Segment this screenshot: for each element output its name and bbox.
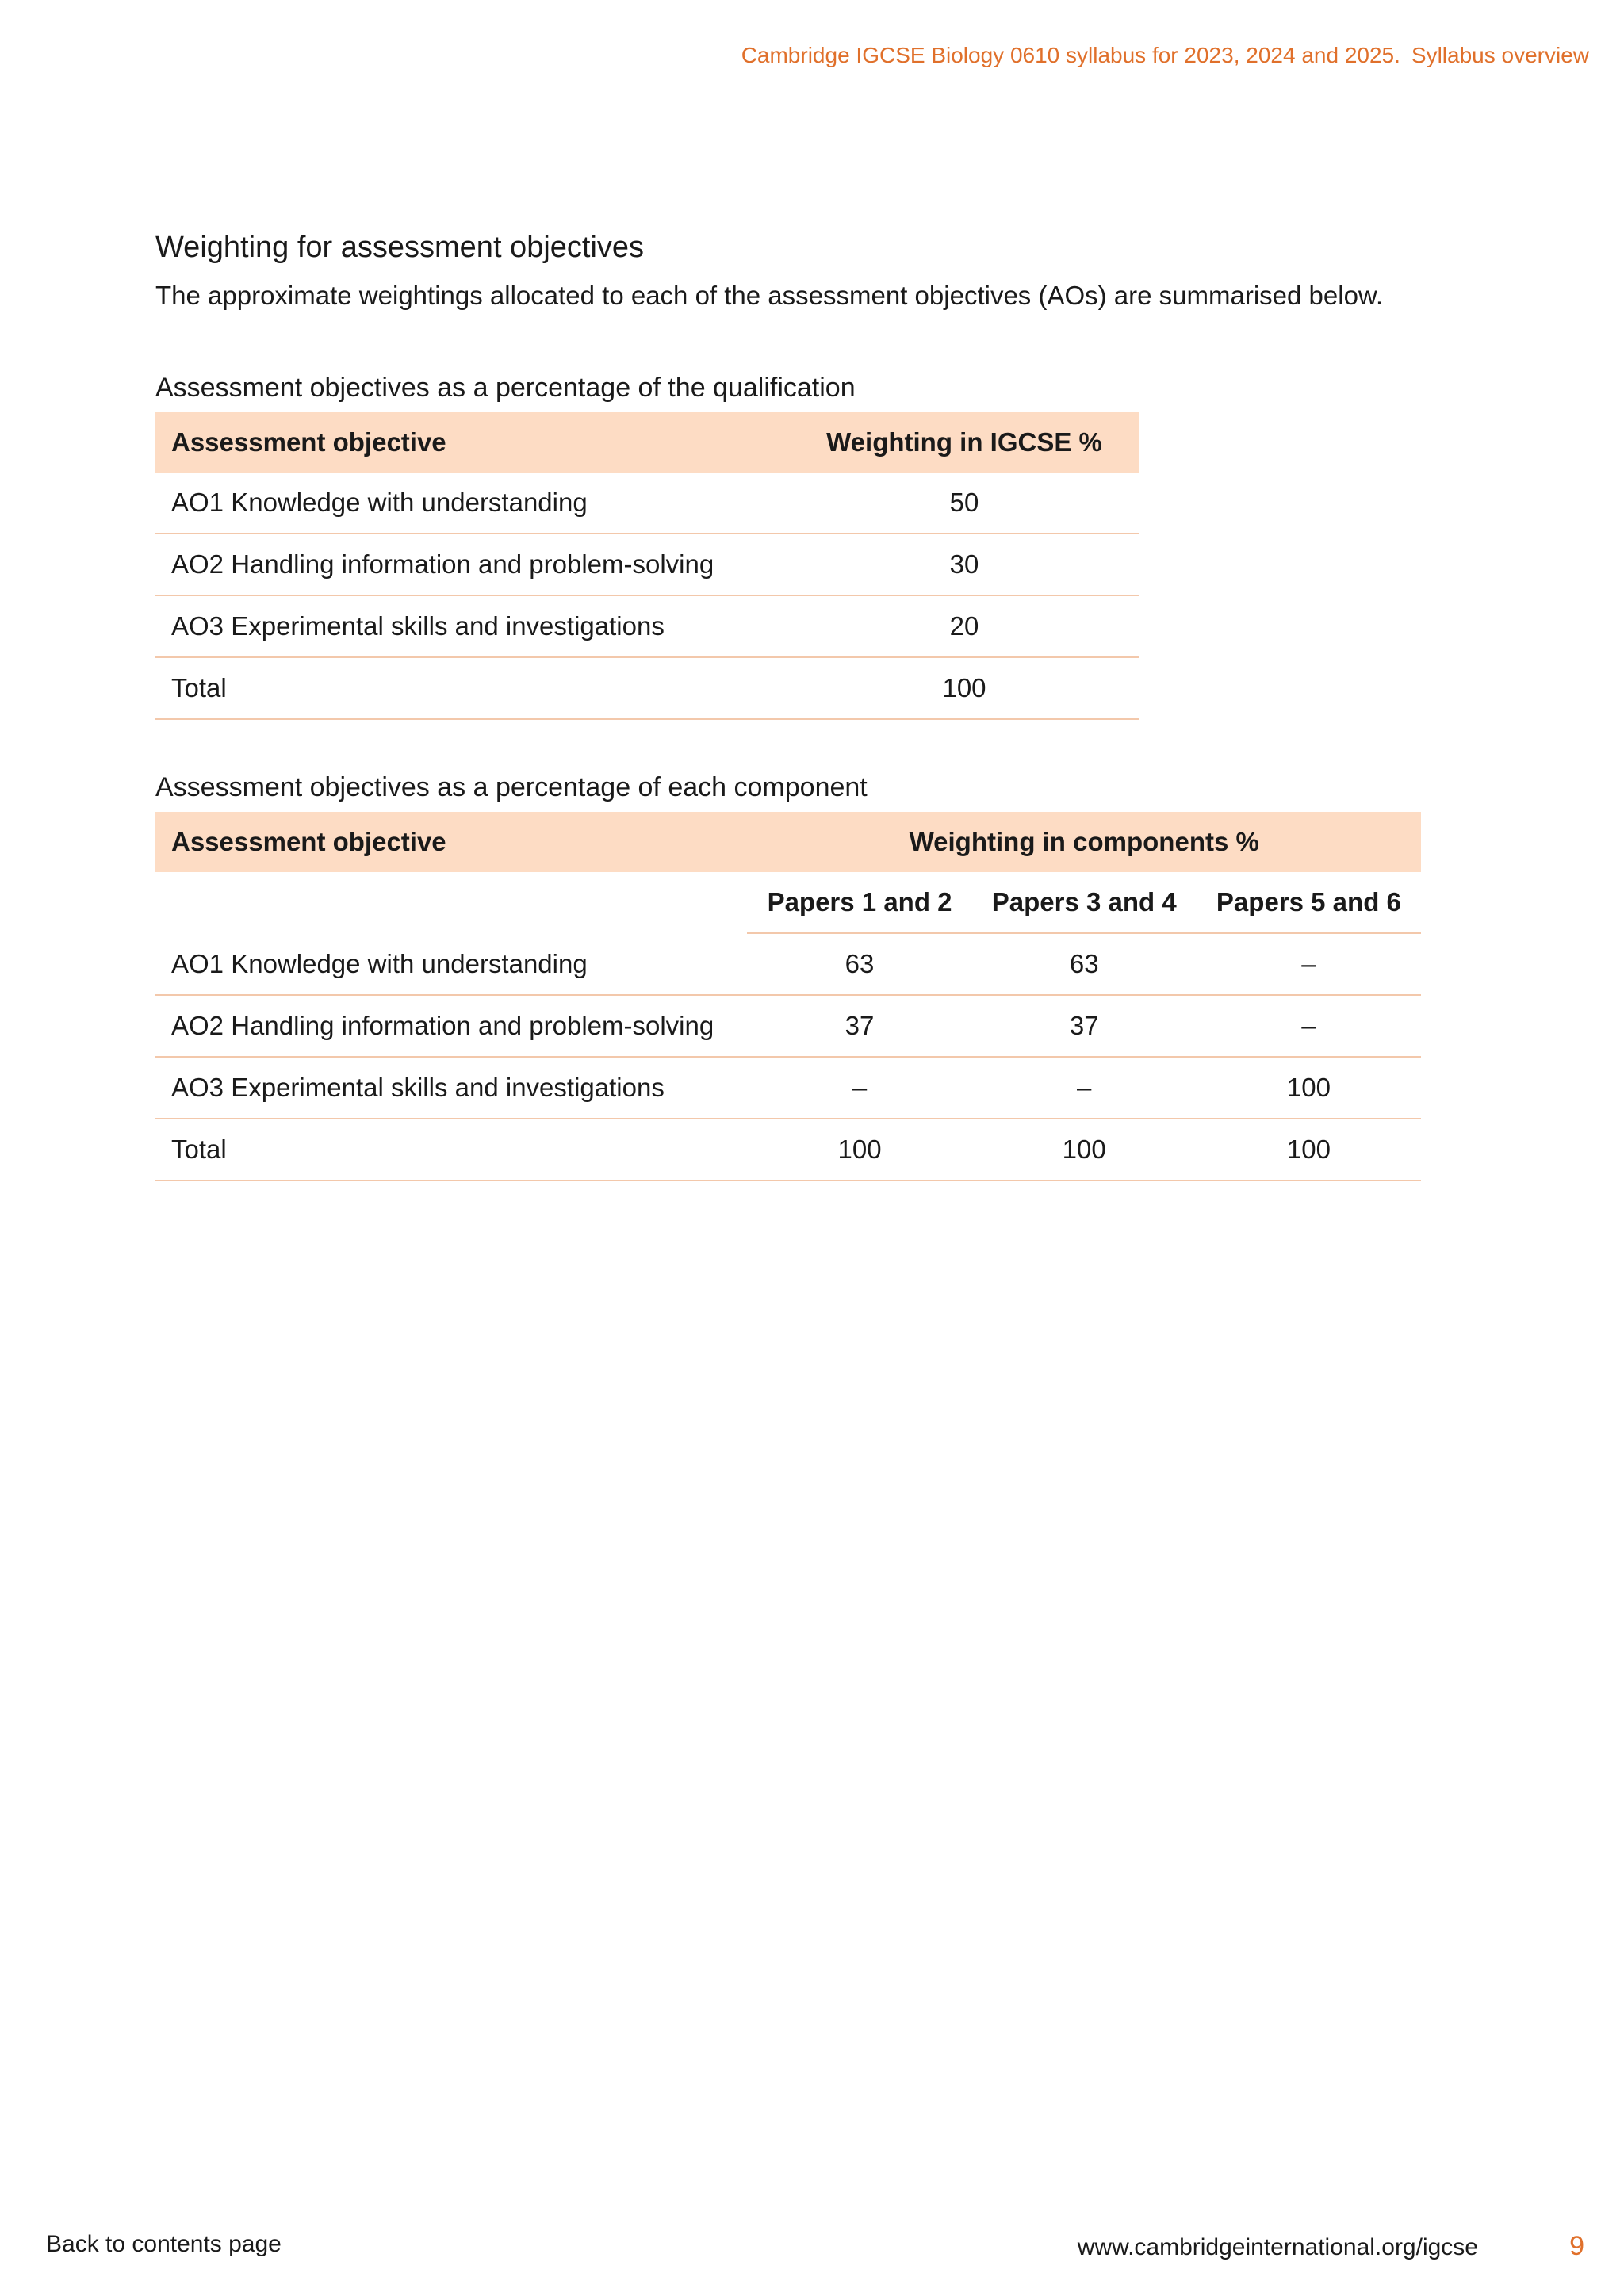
objective-cell bbox=[155, 1057, 747, 1119]
objective-code: AO1 bbox=[171, 948, 224, 978]
weighting-cell: 37 bbox=[972, 995, 1197, 1057]
objective-cell bbox=[155, 473, 790, 534]
objective-code: AO3 bbox=[171, 611, 224, 641]
objective-cell bbox=[155, 995, 747, 1057]
objective-label: Handling information and problem-solving bbox=[231, 1011, 714, 1040]
section-heading: Weighting for assessment objectives bbox=[155, 231, 645, 264]
total-label-cell: Total bbox=[155, 1119, 747, 1181]
weighting-cell: 63 bbox=[972, 933, 1197, 995]
syllabus-title: Cambridge IGCSE Biology 0610 syllabus for 2023, 2024 and 2025. bbox=[741, 43, 1400, 67]
column-header-assessment-objective: Assessment objective bbox=[155, 812, 747, 872]
objective-label: Handling information and problem-solving bbox=[231, 549, 714, 579]
column-header-papers-5-6: Papers 5 and 6 bbox=[1197, 872, 1421, 933]
objective-label: Experimental skills and investigations bbox=[231, 1073, 665, 1102]
objective-label: Experimental skills and investigations bbox=[231, 611, 665, 641]
weighting-cell: 63 bbox=[747, 933, 971, 995]
component-weighting-table bbox=[155, 812, 1421, 1181]
objective-code: AO3 bbox=[171, 1073, 224, 1102]
column-header-papers-1-2: Papers 1 and 2 bbox=[747, 872, 971, 933]
weighting-cell: – bbox=[1197, 933, 1421, 995]
table2-caption: Assessment objectives as a percentage of each component bbox=[155, 772, 868, 802]
page-content bbox=[155, 224, 1503, 1181]
weighting-cell: – bbox=[1197, 995, 1421, 1057]
page-number: 9 bbox=[1569, 2231, 1584, 2261]
weighting-cell: 30 bbox=[790, 534, 1139, 595]
objective-label: Knowledge with understanding bbox=[231, 948, 588, 978]
intro-paragraph: The approximate weightings allocated to each of the assessment objectives (AOs) are summarised below. bbox=[155, 281, 1384, 310]
table-header-row bbox=[155, 412, 1139, 473]
table-header-row bbox=[155, 812, 1421, 872]
website-url-link[interactable]: www.cambridgeinternational.org/igcse bbox=[1077, 2234, 1478, 2260]
column-header-assessment-objective: Assessment objective bbox=[155, 412, 790, 473]
objective-code: AO2 bbox=[171, 1011, 224, 1040]
objective-code: AO1 bbox=[171, 488, 224, 517]
objective-cell bbox=[155, 595, 790, 657]
table-row-total bbox=[155, 657, 1139, 719]
column-header-papers-3-4: Papers 3 and 4 bbox=[972, 872, 1197, 933]
column-header-weighting: Weighting in IGCSE % bbox=[790, 412, 1139, 473]
objective-code: AO2 bbox=[171, 549, 224, 579]
qualification-weighting-table bbox=[155, 412, 1139, 720]
section-name: Syllabus overview bbox=[1411, 43, 1589, 67]
back-to-contents-link[interactable]: Back to contents page bbox=[46, 2231, 282, 2257]
weighting-cell: 50 bbox=[790, 473, 1139, 534]
weighting-cell: 100 bbox=[747, 1119, 971, 1181]
table-row bbox=[155, 995, 1421, 1057]
objective-cell bbox=[155, 534, 790, 595]
weighting-cell: 100 bbox=[1197, 1057, 1421, 1119]
weighting-cell: 37 bbox=[747, 995, 971, 1057]
column-header-weighting-components: Weighting in components % bbox=[747, 812, 1421, 872]
table-row bbox=[155, 595, 1139, 657]
weighting-cell: 100 bbox=[790, 657, 1139, 719]
weighting-cell: 20 bbox=[790, 595, 1139, 657]
table-row bbox=[155, 933, 1421, 995]
table-row-total bbox=[155, 1119, 1421, 1181]
weighting-cell: 100 bbox=[1197, 1119, 1421, 1181]
table-row bbox=[155, 534, 1139, 595]
total-label-cell: Total bbox=[155, 657, 790, 719]
objective-cell bbox=[155, 933, 747, 995]
weighting-cell: – bbox=[747, 1057, 971, 1119]
table-row bbox=[155, 1057, 1421, 1119]
table-row bbox=[155, 473, 1139, 534]
objective-label: Knowledge with understanding bbox=[231, 488, 588, 517]
weighting-cell: 100 bbox=[972, 1119, 1197, 1181]
table1-caption: Assessment objectives as a percentage of the qualification bbox=[155, 373, 856, 403]
blank-cell bbox=[155, 872, 747, 933]
table-subheader-row bbox=[155, 872, 1421, 933]
weighting-cell: – bbox=[972, 1057, 1197, 1119]
running-header bbox=[741, 43, 1589, 68]
